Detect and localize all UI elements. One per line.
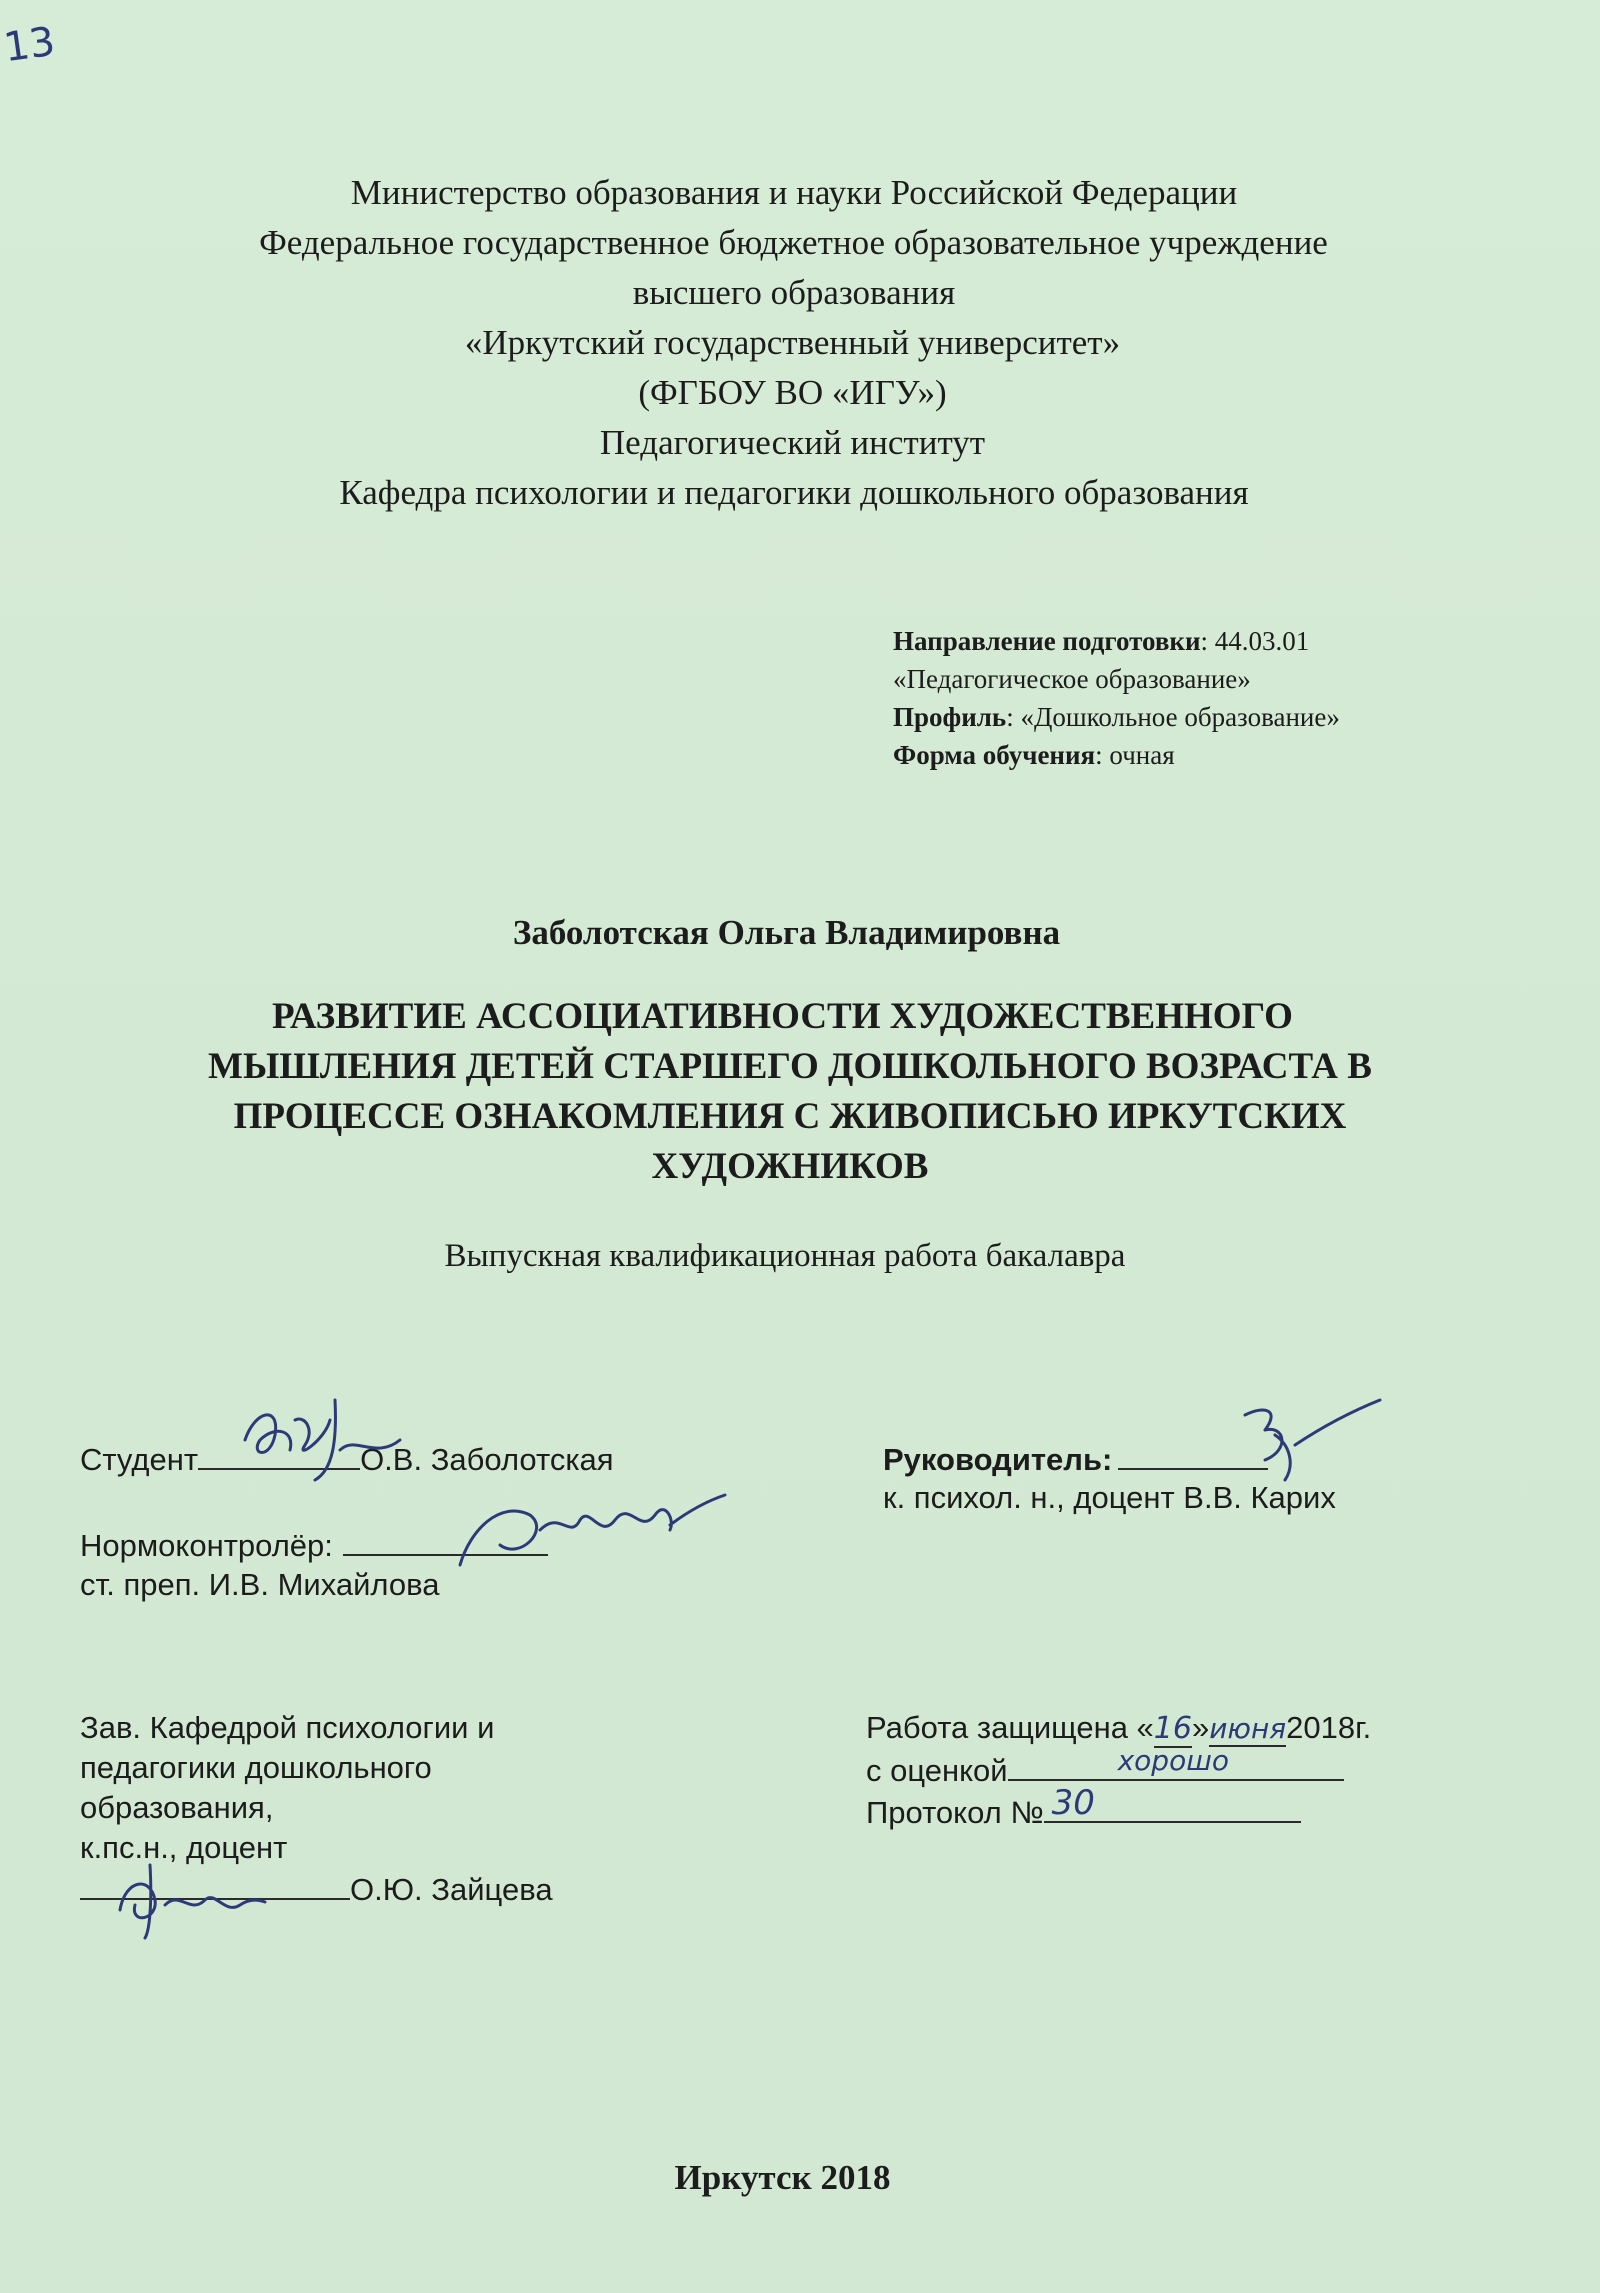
meta-profile-label: Профиль <box>893 702 1007 732</box>
meta-direction-name: «Педагогическое образование» <box>893 664 1251 694</box>
meta-direction-label: Направление подготовки <box>893 626 1201 656</box>
supervisor-signature <box>1235 1395 1385 1485</box>
header-institution-type: Федеральное государственное бюджетное образовательное учреждение <box>259 223 1328 262</box>
title-line-4: ХУДОЖНИКОВ <box>651 1146 929 1187</box>
meta-form-label: Форма обучения <box>893 740 1096 770</box>
grade-value: хорошо <box>1117 1744 1229 1777</box>
header-institute: Педагогический институт <box>599 423 986 462</box>
head-line-4: к.пс.н., доцент <box>80 1830 288 1865</box>
institution-header <box>0 168 1600 518</box>
student-name: О.В. Заболотская <box>360 1442 614 1477</box>
work-type: Выпускная квалификационная работа бакалавра <box>444 1238 1126 1274</box>
header-abbreviation: (ФГБОУ ВО «ИГУ») <box>638 373 947 412</box>
defense-prefix: Работа защищена « <box>866 1710 1154 1745</box>
meta-form <box>893 736 1340 774</box>
meta-profile <box>893 698 1340 736</box>
head-line-1: Зав. Кафедрой психологии и <box>80 1710 495 1745</box>
head-line-2: педагогики дошкольного <box>80 1750 432 1785</box>
supervisor-signature-line <box>883 1438 1268 1480</box>
normcontrol-signature <box>440 1470 730 1580</box>
author-block <box>0 913 1600 953</box>
meta-profile-value: : «Дошкольное образование» <box>1006 702 1340 732</box>
supervisor-label: Руководитель: <box>883 1442 1113 1477</box>
grade-field <box>1008 1744 1344 1781</box>
margin-note: 13 <box>1 18 58 72</box>
student-label: Студент <box>80 1442 199 1477</box>
city-year: Иркутск 2018 <box>674 2158 891 2197</box>
thesis-title <box>0 992 1600 1192</box>
student-signature <box>235 1380 415 1490</box>
author-name: Заболотская Ольга Владимировна <box>512 913 1061 952</box>
supervisor-name: к. психол. н., доцент В.В. Карих <box>883 1480 1336 1515</box>
title-line-3: ПРОЦЕССЕ ОЗНАКОМЛЕНИЯ С ЖИВОПИСЬЮ ИРКУТСКИХ <box>233 1096 1347 1137</box>
defense-block <box>866 1708 1371 1833</box>
study-meta <box>893 622 1340 774</box>
subtitle-block <box>0 1238 1600 1275</box>
header-ministry: Министерство образования и науки Российской Федерации <box>350 173 1238 212</box>
meta-direction-code: : 44.03.01 <box>1200 626 1310 656</box>
defense-year: 2018г. <box>1286 1710 1372 1745</box>
head-signature <box>110 1860 270 1940</box>
head-line-3: образования, <box>80 1790 274 1825</box>
protocol-value: 30 <box>1051 1783 1095 1823</box>
protocol-line <box>866 1783 1371 1833</box>
normcontrol-label: Нормоконтролёр: <box>80 1528 333 1563</box>
header-university: «Иркутский государственный университет» <box>464 323 1121 362</box>
title-line-1: РАЗВИТИЕ АССОЦИАТИВНОСТИ ХУДОЖЕСТВЕННОГО <box>272 996 1293 1037</box>
normcontrol-name: ст. преп. И.В. Михайлова <box>80 1567 440 1602</box>
protocol-label: Протокол № <box>866 1795 1044 1830</box>
footer-block <box>0 2158 1600 2198</box>
meta-form-value: : очная <box>1095 740 1175 770</box>
header-department: Кафедра психологии и педагогики дошкольного образования <box>339 473 1249 512</box>
head-name: О.Ю. Зайцева <box>350 1872 553 1907</box>
grade-label: с оценкой <box>866 1753 1008 1788</box>
header-education-level: высшего образования <box>632 273 956 312</box>
defense-day: 16 <box>1153 1711 1192 1746</box>
defense-quote: » <box>1191 1710 1210 1745</box>
defense-month: июня <box>1209 1712 1287 1745</box>
meta-direction <box>893 622 1340 660</box>
grade-line <box>866 1744 1371 1791</box>
title-line-2: МЫШЛЕНИЯ ДЕТЕЙ СТАРШЕГО ДОШКОЛЬНОГО ВОЗРАСТА В <box>208 1046 1372 1087</box>
protocol-field <box>1044 1783 1301 1823</box>
